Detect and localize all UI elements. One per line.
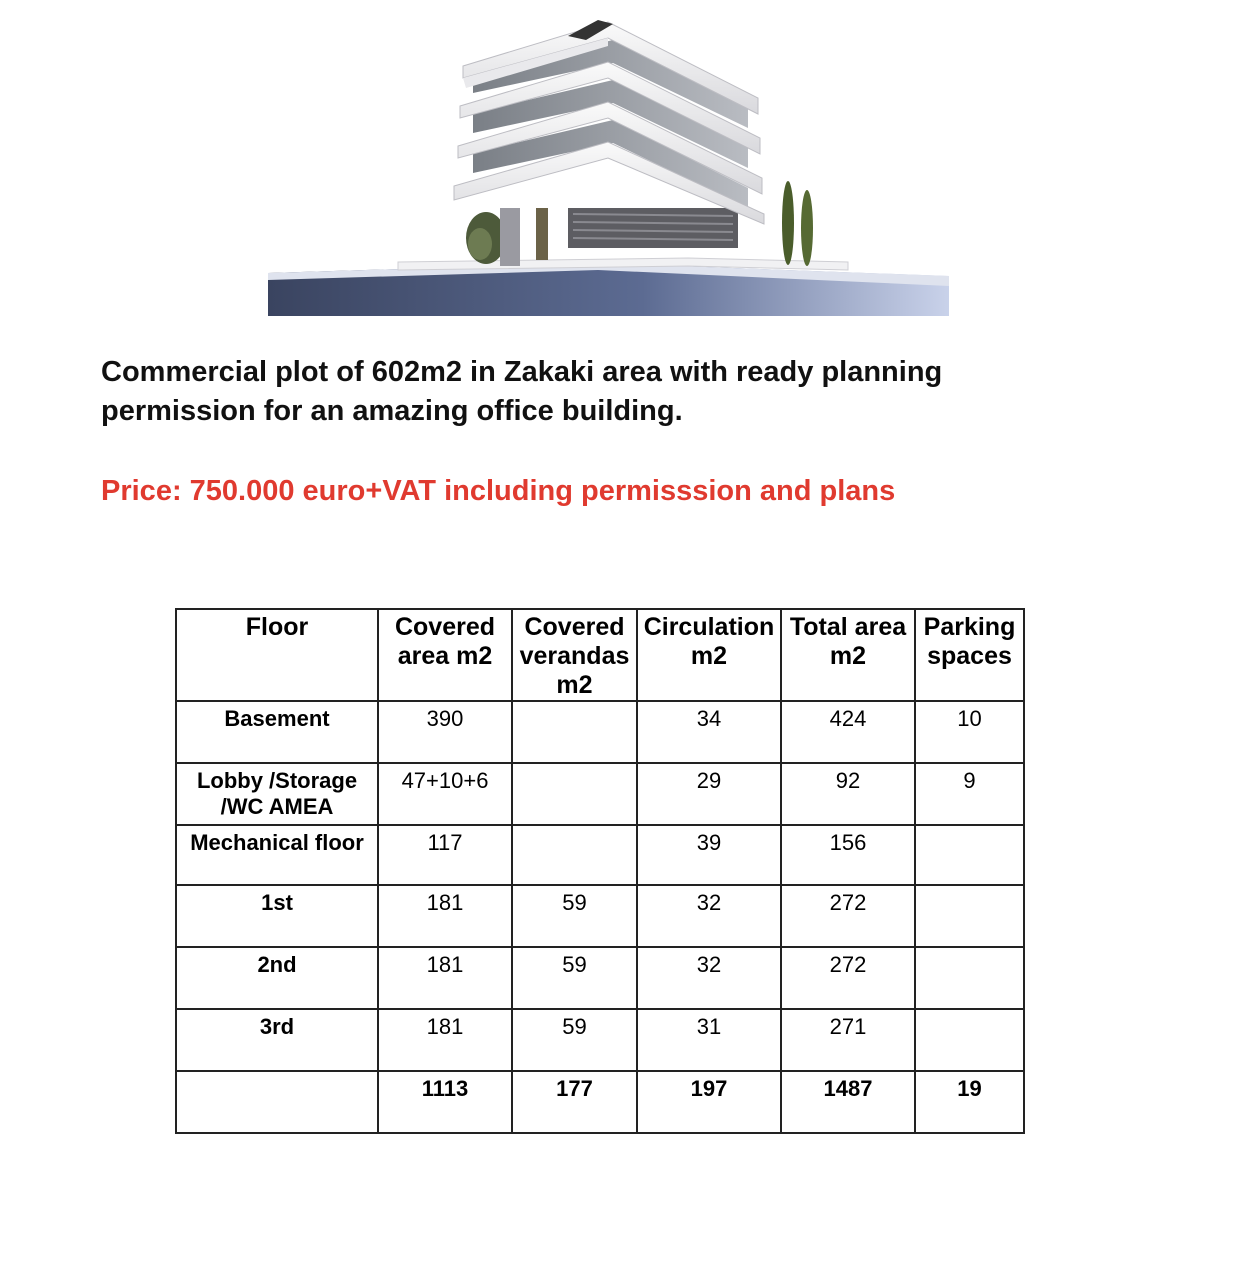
building-render-image xyxy=(268,18,949,316)
covered-total-cell: 1113 xyxy=(378,1071,512,1133)
parking-cell xyxy=(915,1009,1024,1071)
floor-cell: Lobby /Storage /WC AMEA xyxy=(176,763,378,825)
parking-cell: 9 xyxy=(915,763,1024,825)
total-cell: 156 xyxy=(781,825,915,885)
total-cell: 92 xyxy=(781,763,915,825)
header-total-area: Total area m2 xyxy=(781,609,915,701)
header-covered-verandas: Covered verandas m2 xyxy=(512,609,637,701)
covered-cell: 117 xyxy=(378,825,512,885)
covered-cell: 181 xyxy=(378,1009,512,1071)
floor-cell: 1st xyxy=(176,885,378,947)
table-row xyxy=(176,885,1024,947)
floor-cell: Basement xyxy=(176,701,378,763)
header-parking-spaces: Parking spaces xyxy=(915,609,1024,701)
circulation-cell: 39 xyxy=(637,825,781,885)
verandas-cell xyxy=(512,701,637,763)
covered-cell: 47+10+6 xyxy=(378,763,512,825)
floor-cell xyxy=(176,1071,378,1133)
circulation-total-cell: 197 xyxy=(637,1071,781,1133)
covered-cell: 390 xyxy=(378,701,512,763)
header-floor: Floor xyxy=(176,609,378,701)
table-row xyxy=(176,1009,1024,1071)
floor-cell: 3rd xyxy=(176,1009,378,1071)
table-row xyxy=(176,825,1024,885)
covered-cell: 181 xyxy=(378,885,512,947)
total-cell: 272 xyxy=(781,947,915,1009)
table-row xyxy=(176,763,1024,825)
circulation-cell: 34 xyxy=(637,701,781,763)
verandas-cell: 59 xyxy=(512,1009,637,1071)
verandas-total-cell: 177 xyxy=(512,1071,637,1133)
verandas-cell xyxy=(512,825,637,885)
table-totals-row xyxy=(176,1071,1024,1133)
floor-area-table xyxy=(175,608,1025,1134)
table-row xyxy=(176,947,1024,1009)
parking-cell xyxy=(915,947,1024,1009)
parking-cell xyxy=(915,885,1024,947)
total-cell: 424 xyxy=(781,701,915,763)
circulation-cell: 31 xyxy=(637,1009,781,1071)
verandas-cell: 59 xyxy=(512,947,637,1009)
total-cell: 272 xyxy=(781,885,915,947)
listing-headline: Commercial plot of 602m2 in Zakaki area with ready planning permission for an amazing office building. xyxy=(101,356,943,427)
verandas-cell: 59 xyxy=(512,885,637,947)
table-header-row xyxy=(176,609,1024,701)
verandas-cell xyxy=(512,763,637,825)
parking-cell xyxy=(915,825,1024,885)
parking-total-cell: 19 xyxy=(915,1071,1024,1133)
header-covered-area: Covered area m2 xyxy=(378,609,512,701)
header-circulation: Circulation m2 xyxy=(637,609,781,701)
circulation-cell: 32 xyxy=(637,885,781,947)
floor-cell: 2nd xyxy=(176,947,378,1009)
parking-cell: 10 xyxy=(915,701,1024,763)
listing-price: Price: 750.000 euro+VAT including permisssion and plans xyxy=(101,475,896,507)
total-area-total-cell: 1487 xyxy=(781,1071,915,1133)
floor-cell: Mechanical floor xyxy=(176,825,378,885)
table-row xyxy=(176,701,1024,763)
circulation-cell: 32 xyxy=(637,947,781,1009)
total-cell: 271 xyxy=(781,1009,915,1071)
circulation-cell: 29 xyxy=(637,763,781,825)
covered-cell: 181 xyxy=(378,947,512,1009)
